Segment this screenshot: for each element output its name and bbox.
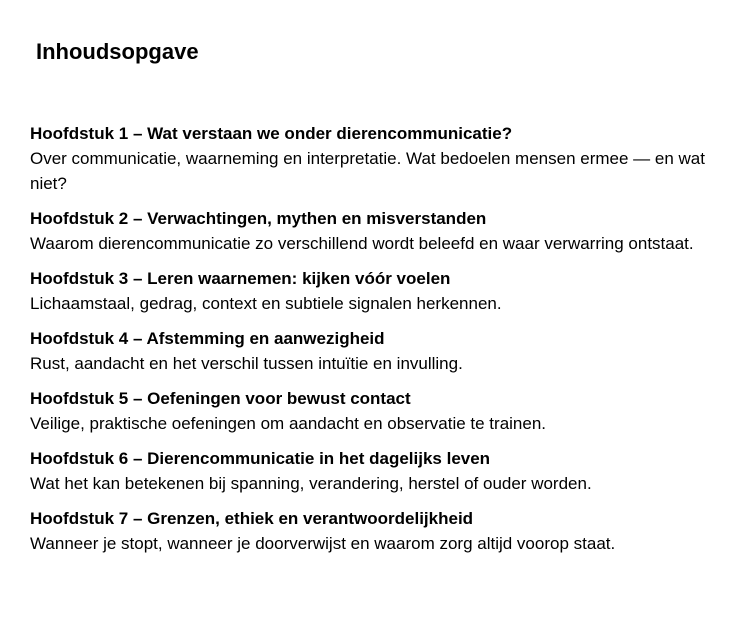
table-of-contents: [30, 122, 720, 567]
chapter-description: Wanneer je stopt, wanneer je doorverwijst en waarom zorg altijd voorop staat.: [30, 534, 616, 553]
chapter-title: Hoofdstuk 2 – Verwachtingen, mythen en misverstanden: [30, 209, 487, 228]
chapter-title: Hoofdstuk 6 – Dierencommunicatie in het dagelijks leven: [30, 449, 491, 468]
chapter-description: Waarom dierencommunicatie zo verschillend wordt beleefd en waar verwarring ontstaat.: [30, 234, 694, 253]
chapter-title: Hoofdstuk 3 – Leren waarnemen: kijken vóór voelen: [30, 269, 451, 288]
chapter-description: Over communicatie, waarneming en interpretatie. Wat bedoelen mensen ermee — en wat niet?: [30, 149, 705, 193]
chapter-title: Hoofdstuk 7 – Grenzen, ethiek en verantwoordelijkheid: [30, 509, 474, 528]
chapter-title: Hoofdstuk 1 – Wat verstaan we onder dierencommunicatie?: [30, 124, 513, 143]
page-title: Inhoudsopgave: [36, 39, 199, 64]
toc-entry-chapter-7: [30, 507, 720, 556]
toc-entry-chapter-4: [30, 327, 720, 376]
toc-entry-chapter-3: [30, 267, 720, 316]
toc-entry-chapter-5: [30, 387, 720, 436]
chapter-description: Lichaamstaal, gedrag, context en subtiele signalen herkennen.: [30, 294, 502, 313]
toc-entry-chapter-6: [30, 447, 720, 496]
chapter-description: Rust, aandacht en het verschil tussen intuïtie en invulling.: [30, 354, 463, 373]
chapter-title: Hoofdstuk 5 – Oefeningen voor bewust contact: [30, 389, 411, 408]
chapter-description: Wat het kan betekenen bij spanning, verandering, herstel of ouder worden.: [30, 474, 592, 493]
toc-entry-chapter-1: [30, 122, 720, 196]
chapter-title: Hoofdstuk 4 – Afstemming en aanwezigheid: [30, 329, 385, 348]
chapter-description: Veilige, praktische oefeningen om aandacht en observatie te trainen.: [30, 414, 547, 433]
toc-entry-chapter-2: [30, 207, 720, 256]
